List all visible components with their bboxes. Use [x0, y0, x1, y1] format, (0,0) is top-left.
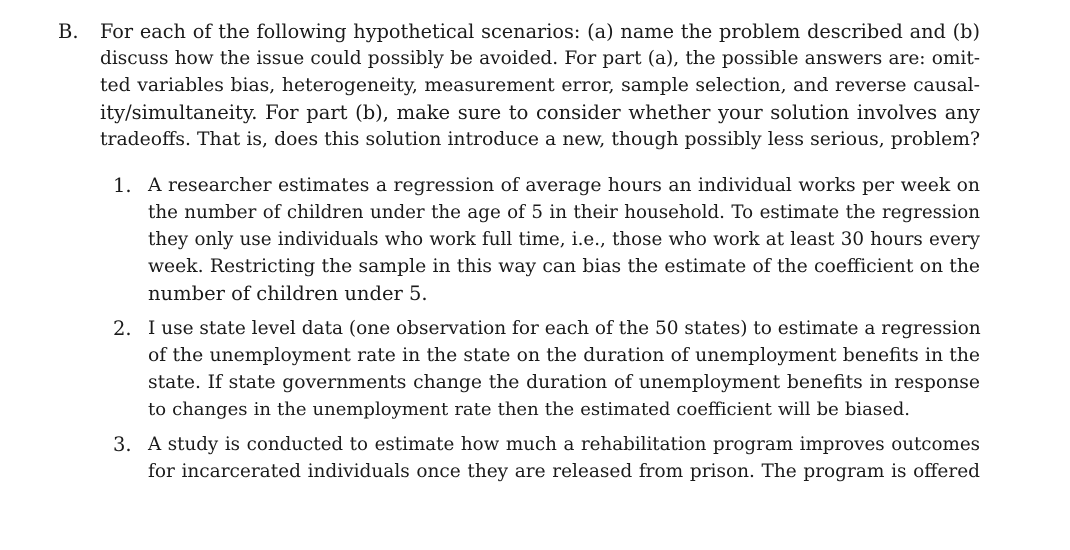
item-line: I use state level data (one observation for each of the 50 states) to estimate a regression: [148, 318, 981, 339]
item-line: week. Restricting the sample in this way can bias the estimate of the coefficient on the: [148, 256, 980, 277]
item-line: state. If state governments change the duration of unemployment benefits in response: [148, 372, 980, 393]
item-number: 3.: [113, 433, 132, 456]
intro-line: For each of the following hypothetical scenarios: (a) name the problem described and (b): [100, 20, 980, 43]
item-line: A study is conducted to estimate how much a rehabilitation program improves outcomes: [148, 434, 980, 455]
section-label: B.: [58, 20, 79, 43]
item-line: A researcher estimates a regression of average hours an individual works per week on: [148, 175, 980, 196]
item-line: the number of children under the age of 5 in their household. To estimate the regression: [148, 202, 980, 223]
item-line: for incarcerated individuals once they are released from prison. The program is offered: [148, 461, 980, 482]
intro-line: tradeoffs. That is, does this solution introduce a new, though possibly less serious, problem?: [100, 129, 980, 150]
item-number: 1.: [113, 174, 132, 197]
item-line: they only use individuals who work full time, i.e., those who work at least 30 hours every: [148, 229, 980, 250]
item-number: 2.: [113, 317, 132, 340]
intro-line: discuss how the issue could possibly be avoided. For part (a), the possible answers are: omit-: [100, 48, 980, 69]
item-line: of the unemployment rate in the state on the duration of unemployment benefits in the: [148, 345, 980, 366]
item-line: to changes in the unemployment rate then the estimated coefficient will be biased.: [148, 399, 910, 420]
item-line: number of children under 5.: [148, 282, 428, 305]
intro-line: ted variables bias, heterogeneity, measurement error, sample selection, and reverse causal-: [100, 75, 980, 96]
intro-line: ity/simultaneity. For part (b), make sure to consider whether your solution involves any: [100, 101, 980, 124]
